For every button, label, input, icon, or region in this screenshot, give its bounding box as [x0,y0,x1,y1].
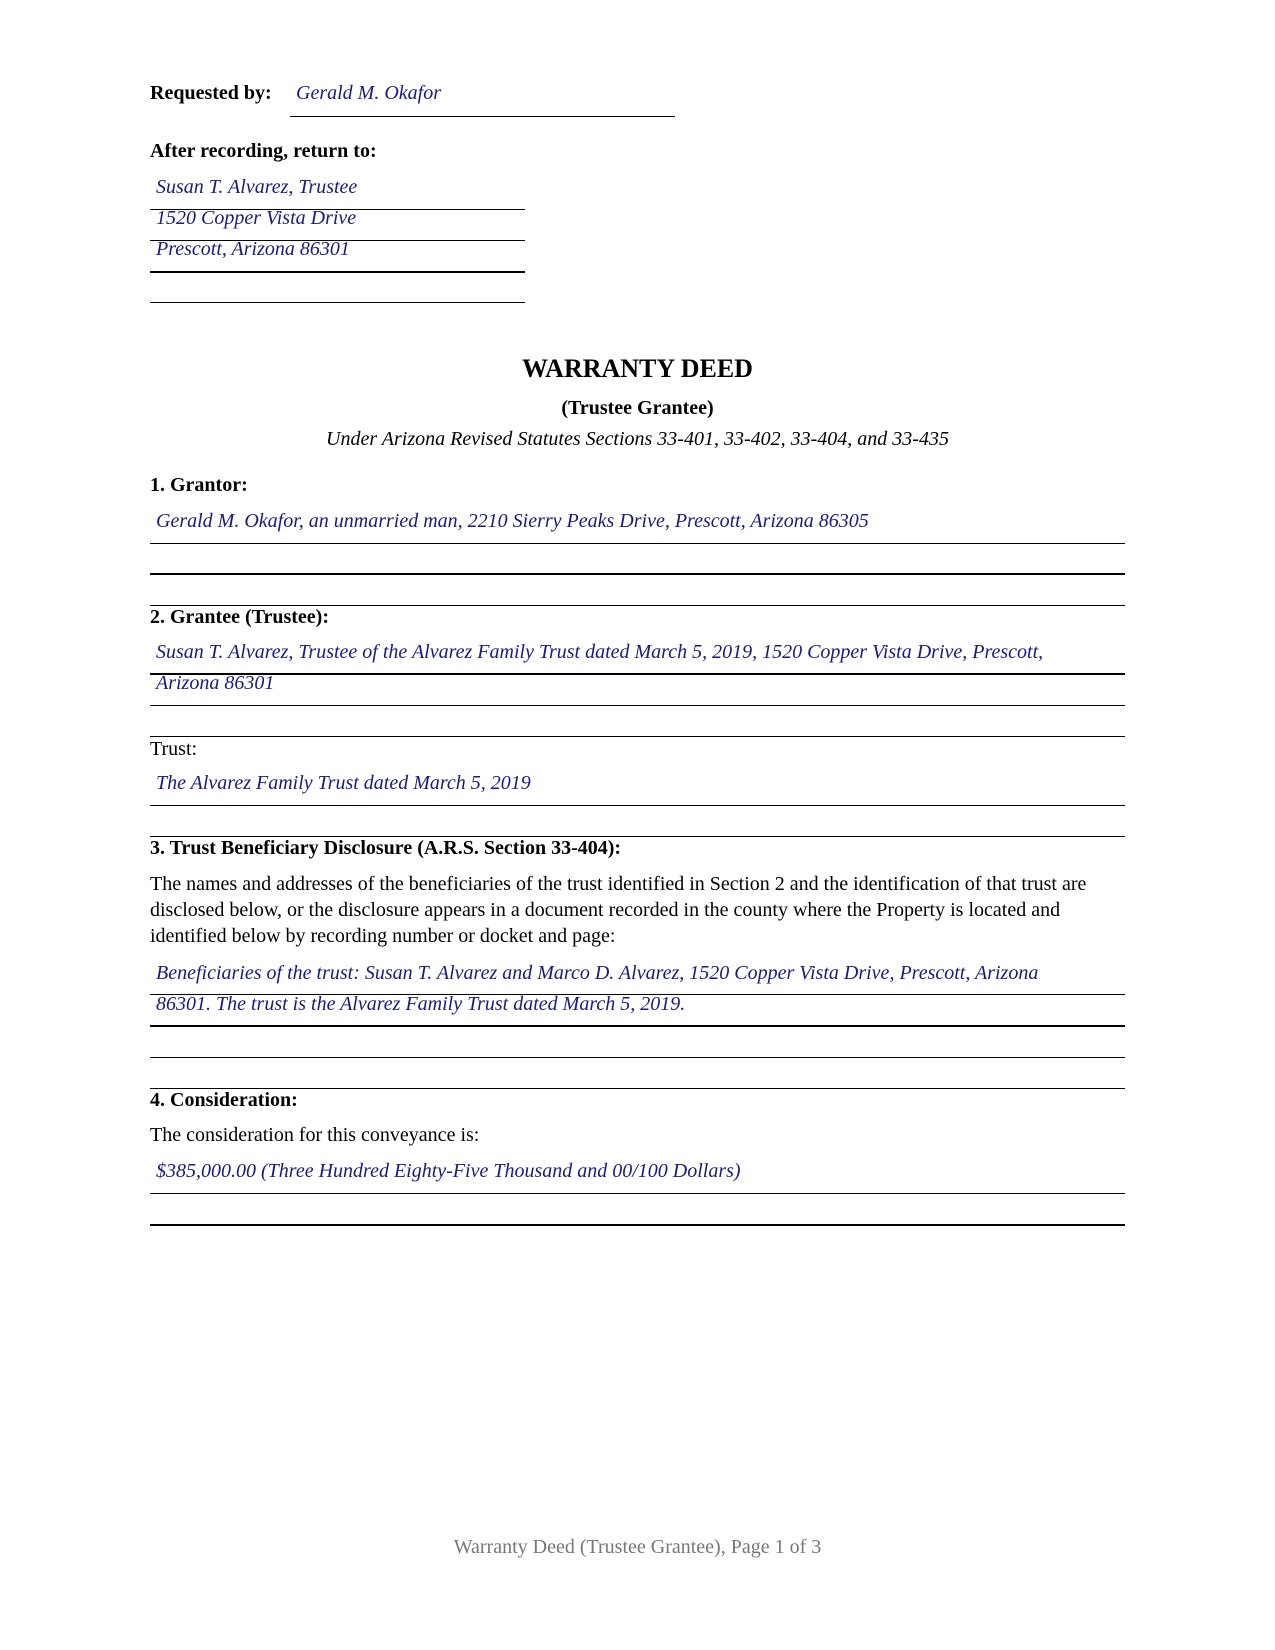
consideration-line-1 [150,1193,1125,1194]
document-subtitle: (Trustee Grantee) [561,397,714,419]
grantee-line-3 [150,736,1125,737]
return-to-name: Susan T. Alvarez, Trustee [156,176,358,198]
consideration-line-2 [150,1224,1125,1226]
requested-by-value: Gerald M. Okafor [296,82,441,104]
requested-by-line [290,116,675,117]
return-to-line-3 [150,271,525,273]
document-title: WARRANTY DEED [522,354,753,383]
disclosure-line-2 [150,1025,1125,1027]
grantee-line-2 [150,705,1125,706]
statute-reference: Under Arizona Revised Statutes Sections 33-401, 33-402, 33-404, and 33-435 [326,428,949,450]
grantor-heading: 1. Grantor: [150,474,248,496]
disclosure-line-3 [150,1057,1125,1058]
trust-value: The Alvarez Family Trust dated March 5, 2019 [156,772,531,794]
grantor-line-2 [150,573,1125,575]
consideration-value: $385,000.00 (Three Hundred Eighty-Five Thousand and 00/100 Dollars) [156,1160,741,1182]
disclosure-heading: 3. Trust Beneficiary Disclosure (A.R.S. Section 33-404): [150,837,622,859]
disclosure-value-line-2: 86301. The trust is the Alvarez Family Trust dated March 5, 2019. [156,993,686,1015]
return-to-city: Prescott, Arizona 86301 [156,238,350,260]
return-to-street: 1520 Copper Vista Drive [156,207,357,229]
consideration-body: The consideration for this conveyance is: [150,1124,480,1146]
return-to-line-4 [150,302,525,303]
grantor-line-1 [150,543,1125,544]
disclosure-value-line-1: Beneficiaries of the trust: Susan T. Alvarez and Marco D. Alvarez, 1520 Copper Vista Drive, Prescott, Arizona [156,962,1039,984]
grantee-line-1 [150,673,1125,675]
disclosure-body: The names and addresses of the beneficiaries of the trust identified in Section 2 and the identification of that trust are disclosed below, or the disclosure appears in a document recorded in the county where the Property is located and identified below by recording number or docket and page: [150,873,1087,947]
trust-label: Trust: [150,738,198,760]
grantee-value-line-2: Arizona 86301 [156,672,275,694]
requested-by-label: Requested by: [150,82,272,104]
trust-line-1 [150,805,1125,806]
grantee-heading: 2. Grantee (Trustee): [150,606,330,628]
consideration-heading: 4. Consideration: [150,1089,298,1111]
return-to-label: After recording, return to: [150,140,377,162]
grantor-value: Gerald M. Okafor, an unmarried man, 2210 Sierry Peaks Drive, Prescott, Arizona 86305 [156,510,869,532]
page-footer: Warranty Deed (Trustee Grantee), Page 1 of 3 [453,1536,822,1558]
grantee-value-line-1: Susan T. Alvarez, Trustee of the Alvarez Family Trust dated March 5, 2019, 1520 Copper Vista Drive, Prescott, [156,641,1044,663]
